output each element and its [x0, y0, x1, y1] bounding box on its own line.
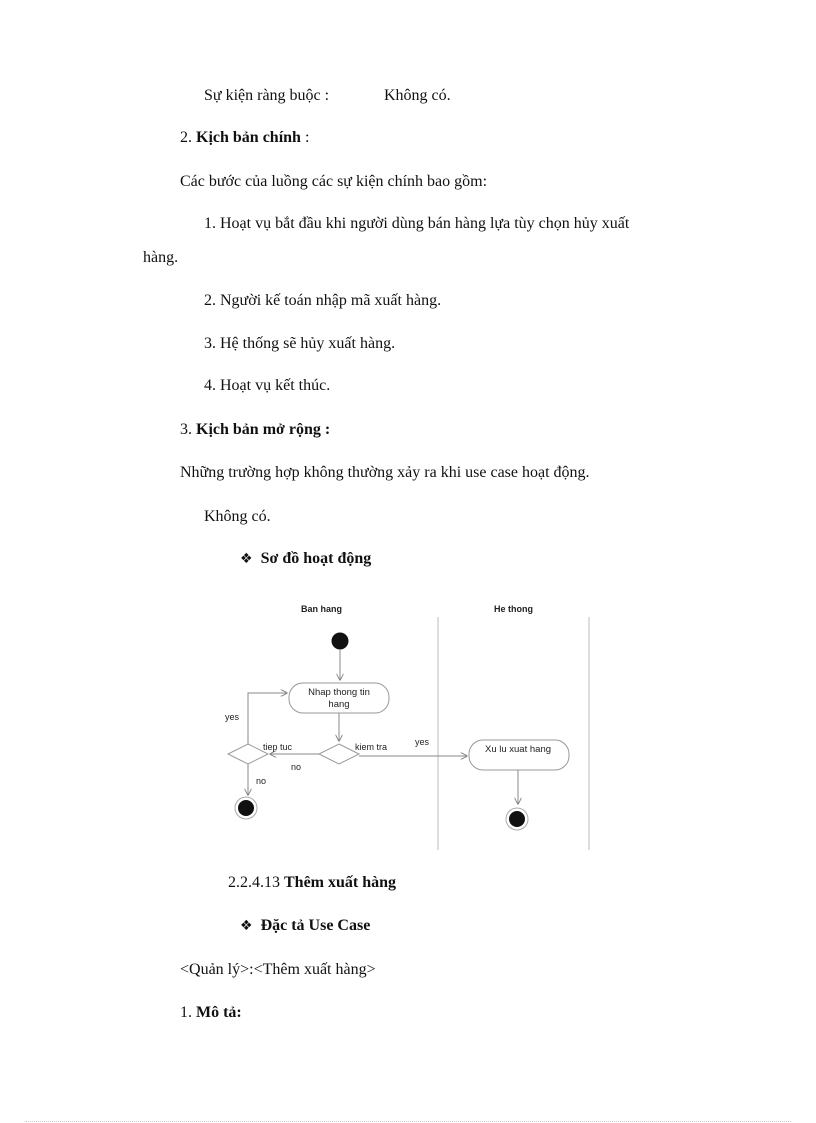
decision-continue: [228, 744, 268, 764]
start-node: [332, 633, 349, 650]
step-2: 2. Người kế toán nhập mã xuất hàng.: [204, 292, 442, 309]
main-flow-intro: Các bước của luồng các sự kiện chính bao gồm:: [180, 173, 488, 190]
spec-heading-title: Đặc tả Use Case: [260, 917, 371, 934]
label-yes-left: yes: [225, 712, 240, 722]
activity-diagram-heading: [240, 549, 371, 569]
decision-check: [319, 744, 359, 764]
diamond-bullet-icon: ❖: [240, 918, 253, 934]
step-4: 4. Hoạt vụ kết thúc.: [204, 377, 331, 394]
decision-check-label: kiem tra: [355, 742, 388, 752]
label-no-left: no: [256, 776, 267, 786]
extension-intro: Những trường hợp không thường xảy ra khi use case hoạt động.: [180, 464, 590, 481]
usecase-reference: <Quản lý>:<Thêm xuất hàng>: [180, 961, 376, 978]
lane-ban-hang-label: Ban hang: [301, 604, 343, 614]
label-yes-right: yes: [415, 737, 430, 747]
end-node-inner-left: [238, 800, 254, 816]
action-input-info-line1: Nhap thong tin: [308, 687, 370, 698]
activity-diagram: [215, 595, 600, 855]
step-1-line-1: 1. Hoạt vụ bắt đầu khi người dùng bán hàng lựa tùy chọn hủy xuất: [204, 215, 630, 232]
end-node-inner-right: [509, 811, 525, 827]
action-process-export-label: Xu lu xuat hang: [484, 744, 552, 755]
action-input-info-line2: hang: [328, 699, 350, 710]
subsection-number: 2.2.4.13: [228, 874, 280, 891]
spec-heading: [240, 916, 370, 936]
page-bottom-rule: [25, 1121, 791, 1122]
section-2-suffix: :: [300, 129, 310, 146]
section-2-number: 2.: [180, 129, 192, 146]
step-1-line-2: hàng.: [143, 249, 179, 266]
constraint-value: Không có.: [384, 87, 451, 104]
flow-continue-yes-loop: [248, 693, 287, 744]
section-1-number: 1.: [180, 1004, 192, 1021]
section-3-title: Kịch bản mở rộng :: [196, 421, 331, 438]
section-2-heading: [180, 128, 309, 148]
constraint-label: Sự kiện ràng buộc :: [204, 87, 330, 104]
section-1-heading: [180, 1003, 242, 1023]
extension-none: Không có.: [204, 508, 271, 525]
lane-he-thong-label: He thong: [494, 604, 533, 614]
subsection-heading: [228, 873, 396, 893]
section-1-title: Mô tả:: [196, 1004, 242, 1021]
step-3: 3. Hệ thống sẽ hủy xuất hàng.: [204, 335, 396, 352]
section-2-title: Kịch bản chính: [196, 129, 301, 146]
decision-continue-label: tiep tuc: [263, 742, 293, 752]
activity-diagram-title: Sơ đồ hoạt động: [260, 550, 372, 567]
diamond-bullet-icon: ❖: [240, 551, 253, 567]
subsection-title: Thêm xuất hàng: [284, 874, 397, 891]
constraint-line: [204, 86, 329, 106]
section-3-heading: [180, 420, 330, 440]
label-no-mid: no: [291, 762, 302, 772]
section-3-number: 3.: [180, 421, 192, 438]
